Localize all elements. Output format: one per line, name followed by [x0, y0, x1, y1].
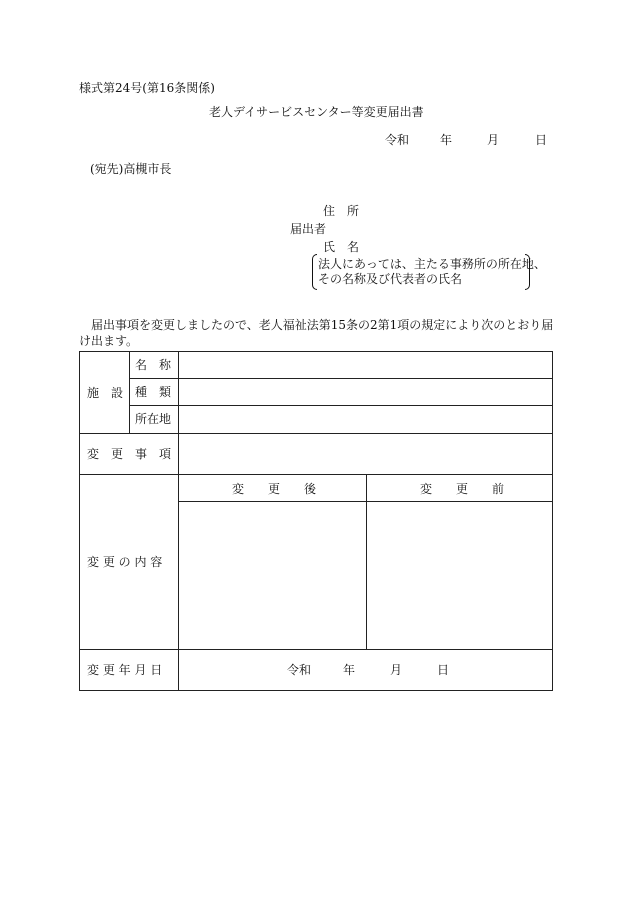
- facility-type-field[interactable]: [179, 379, 553, 405]
- corporate-note-line-2: その名称及び代表者の氏名: [318, 272, 463, 286]
- change-items-label: 変 更 事 項: [87, 447, 172, 461]
- facility-location-field[interactable]: [179, 406, 553, 433]
- change-form-table: [79, 351, 553, 691]
- change-date-day: 日: [437, 663, 450, 677]
- after-change-label: 変 更 後: [232, 482, 317, 496]
- row-divider: [80, 474, 553, 475]
- change-date-year: 年: [343, 663, 356, 677]
- change-date-era: 令和: [287, 663, 312, 677]
- date-era: 令和: [385, 133, 410, 147]
- facility-location-label: 所在地: [135, 412, 172, 426]
- after-change-field[interactable]: [179, 502, 366, 649]
- change-content-label: 変 更 の 内 容: [87, 555, 163, 569]
- corporate-note-bracket: [312, 254, 546, 290]
- facility-label: 施 設: [87, 386, 124, 400]
- left-bracket: [312, 254, 317, 290]
- facility-type-label: 種 類: [135, 385, 172, 399]
- facility-name-label: 名 称: [135, 358, 172, 372]
- notifier-label: 届出者: [290, 222, 327, 236]
- date-day: 日: [535, 133, 548, 147]
- date-year: 年: [440, 133, 453, 147]
- name-label: 氏 名: [323, 240, 360, 254]
- statement-text: 届出事項を変更しましたので、老人福祉法第15条の2第1項の規定により次のとおり届け出ます。: [79, 318, 554, 348]
- change-date-label: 変 更 年 月 日: [87, 663, 163, 677]
- change-date-month: 月: [390, 663, 403, 677]
- address-label: 住 所: [323, 204, 360, 218]
- facility-name-field[interactable]: [179, 352, 553, 378]
- corporate-note-line-1: 法人にあっては、主たる事務所の所在地、: [318, 257, 546, 271]
- form-number: 様式第24号(第16条関係): [79, 81, 215, 95]
- addressee: (宛先)高槻市長: [90, 162, 172, 176]
- before-change-field[interactable]: [367, 502, 553, 649]
- date-month: 月: [487, 133, 500, 147]
- document-title: 老人デイサービスセンター等変更届出書: [209, 105, 424, 119]
- change-items-field[interactable]: [179, 434, 553, 474]
- column-divider: [129, 352, 130, 433]
- before-change-label: 変 更 前: [420, 482, 505, 496]
- row-divider: [80, 649, 553, 650]
